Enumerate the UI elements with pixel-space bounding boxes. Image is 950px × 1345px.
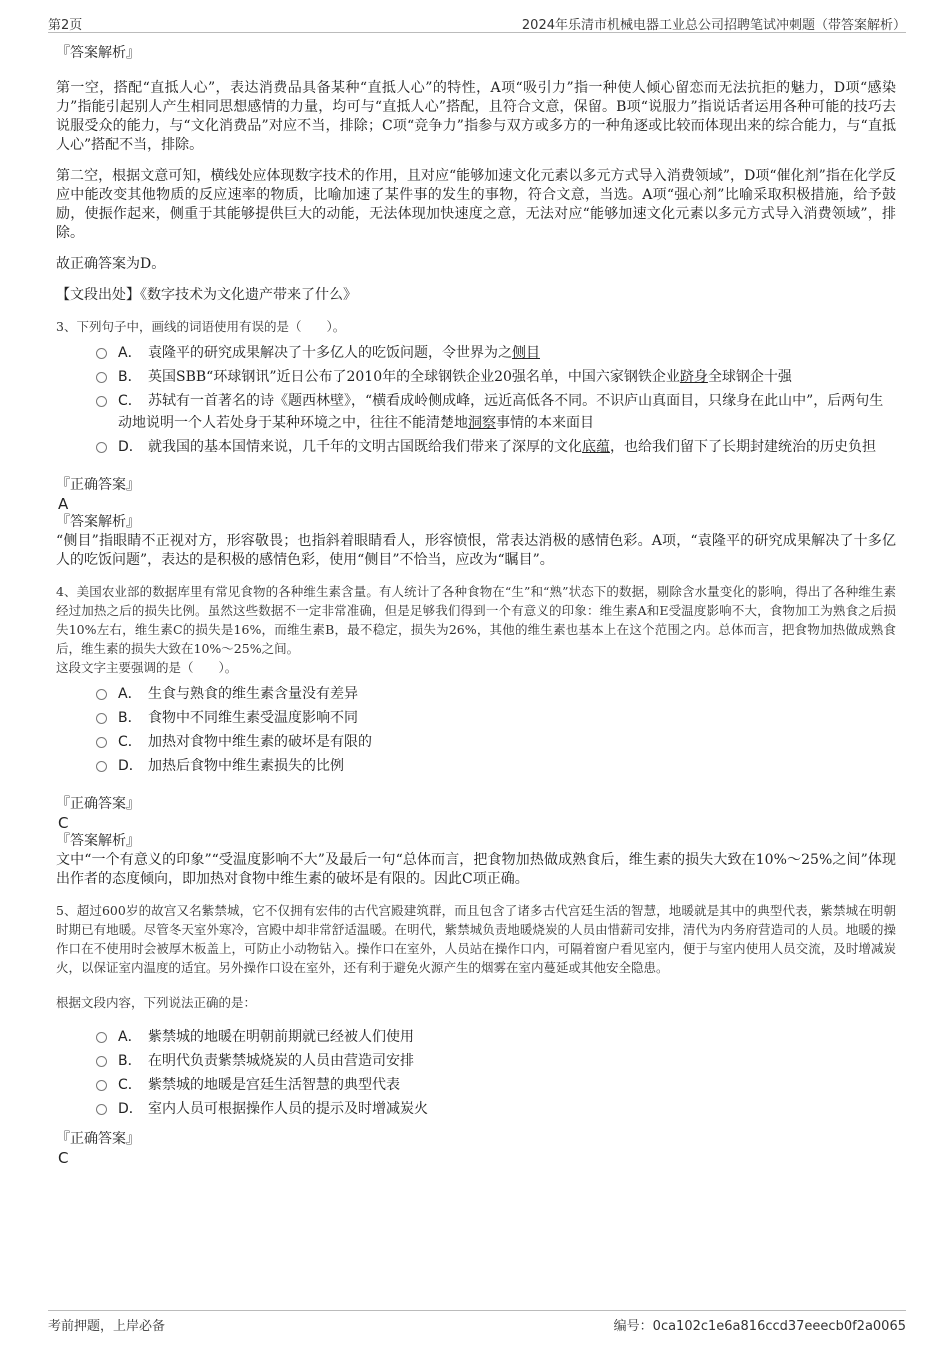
q4-correct-answer: C <box>58 814 69 832</box>
q4-analysis: 文中“一个有意义的印象”“受温度影响不大”及最后一句“总体而言，把食物加热做成熟食后，维生素的损失大致在10%～25%之间”体现出作者的态度倾向，即加热对食物中维生素的破坏是有限的。因此C项正确。 <box>56 852 896 887</box>
radio-icon[interactable] <box>96 1080 107 1091</box>
page-footer <box>48 1310 906 1334</box>
q3-correct-answer: A <box>58 495 69 513</box>
q4-option-c[interactable]: C． 加热对食物中维生素的破坏是有限的 <box>96 731 896 753</box>
q3-option-a[interactable]: A． 袁隆平的研究成果解决了十多亿人的吃饭问题，令世界为之侧目 <box>96 342 896 364</box>
q3-analysis: “侧目”指眼睛不正视对方，形容敬畏；也指斜着眼睛看人，形容愤恨，常表达消极的感情色彩。A项，“袁隆平的研究成果解决了十多亿人的吃饭问题”，表达的是积极的感情色彩，使用“侧目”不恰当，应改为“瞩目”。 <box>56 533 896 568</box>
q5-correct-answer: C <box>58 1149 69 1167</box>
page-number: 第2页 <box>48 18 83 33</box>
underlined-word: 侧目 <box>512 345 540 361</box>
q4-options <box>96 683 896 777</box>
q5-option-c[interactable]: C． 紫禁城的地暖是宫廷生活智慧的典型代表 <box>96 1074 896 1096</box>
radio-icon[interactable] <box>96 1104 107 1115</box>
q5-correct-label: 『正确答案』 <box>56 1131 140 1147</box>
radio-icon[interactable] <box>96 737 107 748</box>
radio-icon[interactable] <box>96 689 107 700</box>
q3-option-b[interactable]: B． 英国SBB“环球钢讯”近日公布了2010年的全球钢铁企业20强名单，中国六家钢铁企业跻身全球钢企十强 <box>96 366 896 388</box>
q4-correct-label: 『正确答案』 <box>56 796 140 812</box>
page-header <box>48 12 906 33</box>
underlined-word: 洞察 <box>468 415 496 431</box>
q4-analysis-label: 『答案解析』 <box>56 833 140 849</box>
q4-option-b[interactable]: B． 食物中不同维生素受温度影响不同 <box>96 707 896 729</box>
q2-source: 【文段出处】《数字技术为文化遗产带来了什么》 <box>56 287 357 303</box>
q3-options <box>96 342 896 458</box>
radio-icon[interactable] <box>96 372 107 383</box>
q2-analysis-label: 『答案解析』 <box>56 45 140 61</box>
page-content <box>56 44 896 1167</box>
radio-icon[interactable] <box>96 396 107 407</box>
q3-correct-label: 『正确答案』 <box>56 477 140 493</box>
q3-option-d[interactable]: D． 就我国的基本国情来说，几千年的文明古国既给我们带来了深厚的文化底蕴，也给我们留下了长期封建统治的历史负担 <box>96 436 896 458</box>
document-code: 编号：0ca102c1e6a816ccd37eeecb0f2a0065 <box>613 1319 906 1334</box>
underlined-word: 底蕴 <box>582 439 610 455</box>
radio-icon[interactable] <box>96 713 107 724</box>
q2-analysis-paragraph-1: 第一空，搭配“直抵人心”，表达消费品具备某种“直抵人心”的特性，A项“吸引力”指一种使人倾心留恋而无法抗拒的魅力，D项“感染力”指能引起别人产生相同思想感情的力量，均可与“直抵人心”搭配，且符合文意，保留。B项“说服力”指说话者运用各种可能的技巧去说服受众的能力，与“文化消费品”对应不当，排除；C项“竞争力”指参与双方或多方的一种角逐或比较而体现出来的综合能力，与“直抵人心”搭配不当，排除。 <box>56 80 896 153</box>
q5-option-a[interactable]: A． 紫禁城的地暖在明朝前期就已经被人们使用 <box>96 1026 896 1048</box>
radio-icon[interactable] <box>96 442 107 453</box>
q4-option-a[interactable]: A． 生食与熟食的维生素含量没有差异 <box>96 683 896 705</box>
q4-option-d[interactable]: D． 加热后食物中维生素损失的比例 <box>96 755 896 777</box>
q2-conclusion: 故正确答案为D。 <box>56 256 166 272</box>
q5-options <box>96 1026 896 1120</box>
q5-stem: 5、超过600岁的故宫又名紫禁城，它不仅拥有宏伟的古代宫殿建筑群，而且包含了诸多古代宫廷生活的智慧，地暖就是其中的典型代表，紫禁城在明朝时期已有地暖。尽管冬天室外寒冷，宫殿中却非常舒适温暖。在明代，紫禁城负责地暖烧炭的人员由惜薪司安排，清代为内务府营造司的人员。地暖的操作口在不使用时会被厚木板盖上，可防止小动物钻入。操作口在室外，人员站在操作口内，可隔着窗户看见室内，便于与室内使用人员交流，及时增减炭火，以保证室内温度的适宜。另外操作口设在室外，还有利于避免火源产生的烟雾在室内蔓延或其他安全隐患。 <box>56 903 896 975</box>
underlined-word: 跻身 <box>679 369 708 385</box>
q5-option-b[interactable]: B． 在明代负责紫禁城烧炭的人员由营造司安排 <box>96 1050 896 1072</box>
q3-stem: 3、下列句子中，画线的词语使用有误的是（ ）。 <box>56 319 346 334</box>
footer-slogan: 考前押题，上岸必备 <box>48 1319 166 1334</box>
q4-stem: 4、美国农业部的数据库里有常见食物的各种维生素含量。有人统计了各种食物在“生”和“熟”状态下的数据，剔除含水量变化的影响，得出了各种维生素经过加热之后的损失比例。虽然这些数据不一定非常准确，但是足够我们得到一个有意义的印象：维生素A和E受温度影响不大，食物加工为熟食之后损失10%左右，维生素C的损失是16%，而维生素B，最不稳定，损失为26%，其他的维生素也基本上在这个范围之内。总体而言，把食物加热做成熟食后，维生素的损失大致在10%～25%之间。 <box>56 584 896 656</box>
q4-prompt: 这段文字主要强调的是（ ）。 <box>56 660 238 675</box>
document-title: 2024年乐清市机械电器工业总公司招聘笔试冲刺题（带答案解析） <box>521 18 906 33</box>
q2-analysis-paragraph-2: 第二空，根据文意可知，横线处应体现数字技术的作用，且对应“能够加速文化元素以多元方式导入消费领域”，D项“催化剂”指在化学反应中能改变其他物质的反应速率的物质，比喻加速了某件事的发生的事物，符合文意，当选。A项“强心剂”比喻采取积极措施，给予鼓励，使振作起来，侧重于其能够提供巨大的动能，无法体现加快速度之意，无法对应“能够加速文化元素以多元方式导入消费领域”，排除。 <box>56 168 896 241</box>
radio-icon[interactable] <box>96 1032 107 1043</box>
q5-prompt: 根据文段内容，下列说法正确的是： <box>56 995 257 1010</box>
radio-icon[interactable] <box>96 1056 107 1067</box>
radio-icon[interactable] <box>96 348 107 359</box>
q3-option-c[interactable]: C． 苏轼有一首著名的诗《题西林壁》，“横看成岭侧成峰，远近高低各不同。不识庐山真面目，只缘身在此山中”，后两句生动地说明一个人若处身于某种环境之中，往往不能清楚地洞察事情的本来面目 <box>96 390 896 434</box>
q3-analysis-label: 『答案解析』 <box>56 514 140 530</box>
q5-option-d[interactable]: D． 室内人员可根据操作人员的提示及时增减炭火 <box>96 1098 896 1120</box>
radio-icon[interactable] <box>96 761 107 772</box>
